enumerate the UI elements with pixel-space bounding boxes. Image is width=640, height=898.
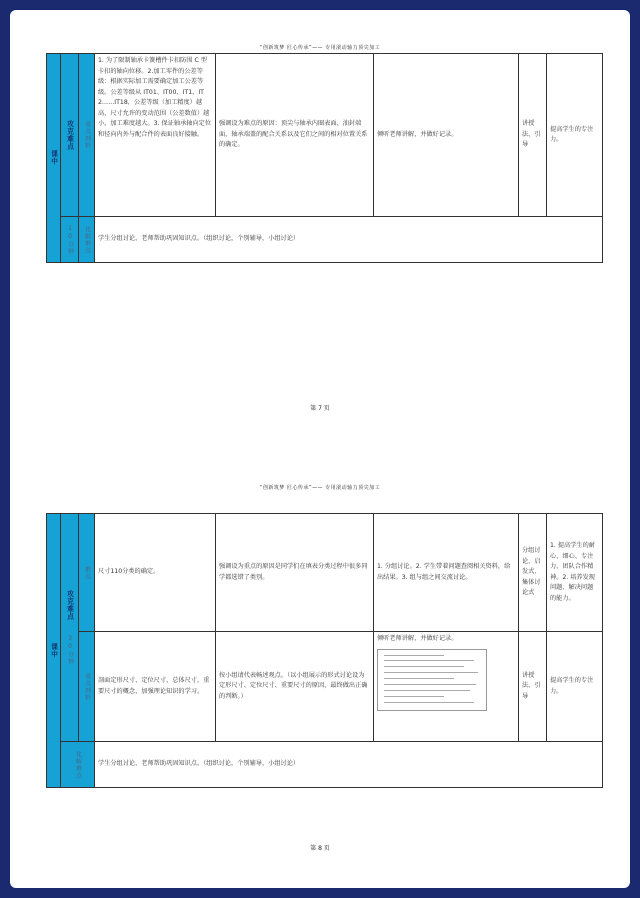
page1-time-label: 10分钟 bbox=[66, 224, 74, 255]
page2-sublabel2-cell bbox=[79, 632, 95, 742]
page1-row1-sublabel: 重点剖析 bbox=[83, 121, 91, 149]
page2-row1-teaching-content: 尺寸110分类的确定。 bbox=[95, 514, 216, 632]
page2-section-label: 攻克难点 bbox=[65, 590, 74, 621]
page2-row1-sublabel: 难点 bbox=[83, 565, 91, 580]
page2-stage-cell bbox=[47, 514, 61, 788]
page1-lesson-table bbox=[46, 53, 603, 263]
page2-resolve-cell bbox=[61, 742, 95, 788]
page2-lesson-table bbox=[46, 513, 603, 788]
page2-group-discussion: 学生分组讨论，老师帮助巩固知识点。（组织讨论，个别辅导，小组讨论） bbox=[95, 742, 603, 788]
page1-resolve-cell bbox=[79, 217, 95, 263]
page2-row2-design-intent: 提高学生的专注力。 bbox=[547, 632, 603, 742]
page2-row1-teaching-method: 分组讨论、启发式、集体讨论式 bbox=[519, 514, 547, 632]
page2-sublabel1-cell bbox=[79, 514, 95, 632]
page1-teacher-activity: 强调设为难点的原因：顶尖与轴承内圈表面、油封端面、轴承端盖的配合关系以及它们之间的相对位置关系的确定。 bbox=[216, 54, 374, 217]
page1-section-cell bbox=[61, 54, 79, 217]
page2-row1-student-activity: 1. 分组讨论。2. 学生带着问题查阅相关资料，给出结果。3. 组与组之间交流讨论。 bbox=[374, 514, 519, 632]
page1-teaching-method: 讲授法、引导 bbox=[519, 54, 547, 217]
page1-row2-sublabel: 化解难点 bbox=[83, 225, 91, 254]
page2-row2-student-activity-cell bbox=[374, 632, 519, 742]
page2-row2-teacher-activity: 按小组请代表畅述观点。（以小组展示的形式讨论设为定形尺寸、定位尺寸、重要尺寸的原因，最终做出正确的判断。） bbox=[216, 632, 374, 742]
page2-row3-sublabel: 化解难点 bbox=[74, 750, 82, 779]
page1-stage-cell bbox=[47, 54, 61, 263]
page1-group-discussion: 学生分组讨论，老师帮助巩固知识点。（组织讨论，个别辅导，小组讨论） bbox=[95, 217, 603, 263]
page2-header: “创新筑梦 匠心传承”—— 专用滚动轴力顶尖加工 bbox=[259, 485, 381, 491]
page2-row1-teacher-activity: 强调设为重点的原因是同学们在填表分类过程中很多同学都选错了类别。 bbox=[216, 514, 374, 632]
page2-number: 第 8 页 bbox=[310, 845, 330, 852]
page2-row2-teaching-content: 剖面定形尺寸、定位尺寸、总体尺寸，重要尺寸的概念，加强理论知识的学习。 bbox=[95, 632, 216, 742]
page1-number: 第 7 页 bbox=[310, 405, 330, 412]
page2-row2-teaching-method: 讲授法、引导 bbox=[519, 632, 547, 742]
page2-row2-sublabel: 重点剖析 bbox=[83, 672, 91, 701]
worksheet-thumbnail-image bbox=[377, 649, 487, 711]
page1-teaching-content: 1. 为了限制轴承卡簧槽件卡扣防围 C 型卡扣的轴向位移。2.加工零件的公差等级：根据实际加工需要确定加工公差等级。公差等级从 IT01、IT00、IT1、IT2……IT18，公差等级（加工精度）越高，尺寸允许的变动范围（公差数值）越小，加工难度越大。3. 保证轴承轴向定位和径向内外与配合件的表面良好接触。 bbox=[95, 54, 216, 217]
page1-section-label: 攻克难点 bbox=[65, 119, 74, 151]
page2-row2-student-activity: 倾听老师讲解，并做好记录。 bbox=[377, 635, 458, 642]
page1-student-activity: 倾听老师讲解，并做好记录。 bbox=[374, 54, 519, 217]
page2-stage-label: 课中 bbox=[49, 642, 58, 659]
page1-time-cell bbox=[61, 217, 79, 263]
page1-sublabel-cell bbox=[79, 54, 95, 217]
page1-header: “创新筑梦 匠心传承”—— 专用滚动轴力顶尖加工 bbox=[259, 45, 381, 51]
page1-design-intent: 提高学生的专注力。 bbox=[547, 54, 603, 217]
page2-section-cell bbox=[61, 514, 79, 742]
page2-time-label: 30分钟 bbox=[66, 634, 74, 665]
page2-row1-design-intent: 1. 提高学生的耐心、细心、专注力、团队合作精神。2. 培养发现问题、解决问题的能力。 bbox=[547, 514, 603, 632]
page1-stage-label: 课中 bbox=[49, 150, 58, 166]
